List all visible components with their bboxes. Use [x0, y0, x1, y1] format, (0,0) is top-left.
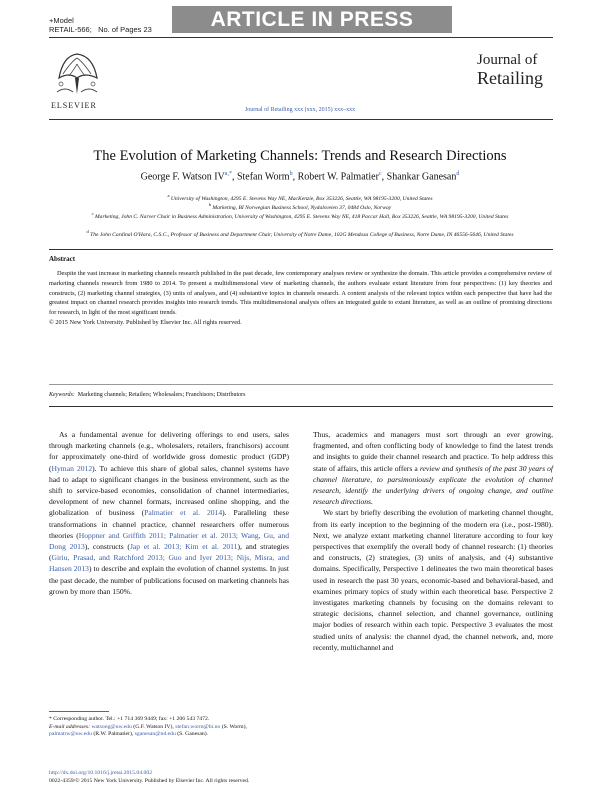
author-name: George F. Watson IV	[140, 171, 225, 183]
affiliation: $^a$ University of Washington, 4295 E. Stevens Way NE, MacKenzie, Box 353226, Seattle, WA 98195-3200, United States	[167, 193, 433, 202]
email-link[interactable]: watsong@uw.edu	[91, 723, 132, 730]
emphasis-text: review and synthesis of the past 30 years of channel literature, to parsimoniously explicate the evolution of channel research, identify the underlying drivers of ongoing change, and outline research directions.	[313, 463, 554, 507]
doi-link[interactable]: http://dx.doi.org/10.1016/j.jretai.2015.04.002	[49, 770, 153, 776]
affiliation: $^d$ The John Cardinal O'Hara, C.S.C., Professor of Business and Department Chair, University of Notre Dame, 102G Mendoza College of Business, Notre Dame, IN 46556-5646, United States	[86, 229, 514, 238]
abstract-body	[49, 269, 552, 328]
citation-link[interactable]: Jap et al. 2013; Kim et al. 2011	[129, 542, 238, 552]
email-addresses: E-mail addresses: watsong@uw.edu (G.F. Watson IV), stefan.worm@bi.no (S. Worm), palmatrw@uw.edu (R.W. Palmatier), sganesan@nd.edu (S. Ganesan).	[49, 723, 247, 738]
article-in-press-banner: ARTICLE IN PRESS	[172, 6, 452, 33]
citation-link[interactable]: Palmatier et al. 2014	[144, 508, 223, 518]
keywords-label: Keywords:	[49, 392, 75, 398]
citation-link[interactable]: Giriu, Prasad, and Ratchford 2013; Guo and Iyer 2013; Nijs, Misra, and Hansen 2013	[49, 553, 289, 574]
author-name: Robert W. Palmatier	[297, 171, 379, 183]
author-name: Stefan Worm	[236, 171, 290, 183]
author-list: George F. Watson $IV^{a,*}$, Stefan Worm$^b$, Robert W. Palmatier$^c$, Shankar Ganesan$^d$	[140, 171, 460, 183]
page-count: No. of Pages 23	[98, 25, 152, 34]
retail-ref: RETAIL-566;	[49, 25, 92, 34]
email-link[interactable]: palmatrw@uw.edu	[49, 731, 92, 738]
footnote-divider	[49, 711, 109, 712]
body-paragraph: Thus, academics and managers must sort through an ever growing, fragmented, and often conflicting body of knowledge to find the latest trends and insights to guide their channel research and practice. To help address this state of affairs, this article offers a review and synthesis of the past 30 years of channel literature, to parsimoniously explicate the evolution of channel research, identify the underlying drivers of ongoing change, and outline research directions.	[313, 430, 554, 507]
header-divider	[49, 37, 553, 38]
abstract-divider	[49, 249, 553, 250]
journal-divider	[49, 119, 553, 120]
footnotes	[49, 716, 289, 739]
header-meta	[49, 16, 152, 34]
doi-block	[49, 769, 349, 785]
publisher-name: ELSEVIER	[51, 101, 97, 110]
journal-logo-line1: Journal of	[477, 52, 538, 68]
body-right-column	[313, 429, 553, 653]
issn-copyright: 0022-4359/© 2015 New York University. Published by Elsevier Inc. All rights reserved.	[49, 778, 250, 784]
email-link[interactable]: sganesan@nd.edu	[134, 731, 176, 738]
author-sup[interactable]: a,*	[224, 171, 232, 177]
journal-logo	[477, 52, 553, 98]
body-divider	[49, 406, 553, 407]
journal-logo-line2: Retailing	[477, 68, 543, 88]
citation-link[interactable]: Hoppner and Griffith 2011; Palmatier et al. 2013; Wang, Gu, and Dong 2013	[49, 530, 289, 552]
keywords	[49, 392, 552, 398]
author-sup[interactable]: b	[289, 171, 293, 177]
keywords-text: Marketing channels; Retailers; Wholesalers; Franchisors; Distributors	[77, 392, 246, 398]
author-sup[interactable]: c	[378, 171, 382, 177]
article-title: The Evolution of Marketing Channels: Trends and Research Directions	[93, 148, 507, 164]
affiliation: $^b$ Marketing, BI Norwegian Business School, Nydalsveien 37, 0484 Oslo, Norway	[208, 202, 392, 211]
body-paragraph: We start by briefly describing the evolution of marketing channel thought, from its early inception to the beginning of the modern era (i.e., post-1980). Next, we analyze extant marketing channel literature according to four key perspectives that exemplify the overall body of channel research: (1) theories and constructs, (2) strategies, (3) units of analysis, and (4) substantive domains. Specifically, Perspective 1 delineates the two main theoretical bases used in research the past 30 years, economic-based and behavioral-based, and examines primary topics of study within each theoretical base. Perspective 2 investigates marketing channels by focusing on the domains relevant to strategic decisions, channel selection, and channel governance, outlining major bodies of research within each topic. Perspective 3 evaluates the most studied units of analysis: the channel dyad, the channel network, and, more recently, multichannel and	[313, 508, 553, 652]
model-label: +Model	[49, 16, 74, 25]
abstract-text: Despite the vast increase in marketing channels research published in the past decade, few contemporary analyses review or synthesize the domain. This article provides a comprehensive review of marketing channels research from 1980 to 2014. To present a multidimensional view of marketing channels, the authors evaluate extant literature from four perspectives: (1) key theories and constructs, (2) marketing channel strategies, (3) units of analyses, and (4) substantive topics in channels research. A content analysis of the relevant topics within each perspective that have had the greatest impact on channel research provides insights into research trends. This multidimensional analysis offers an integrated guide to extant literature, as well as an outline of promising directions for research, in light of the most significant trends.	[49, 270, 552, 317]
abstract-heading: Abstract	[49, 255, 76, 263]
elsevier-tree-logo	[51, 48, 103, 100]
affiliation: $^c$ Marketing, John C. Narver Chair in Business Administration, University of Washington, 4295 E. Stevens Way NE, 418 Paccar Hall, Box 353226, Seattle, WA 98195-3200, United States	[91, 211, 509, 220]
author-name: Shankar Ganesan	[386, 171, 457, 183]
citation-link[interactable]: Hyman 2012	[51, 463, 93, 473]
body-left-column	[49, 429, 289, 597]
keywords-divider	[49, 384, 553, 385]
body-paragraph: As a fundamental avenue for delivering offerings to end users, sales through marketing channels (e.g., wholesalers, retailers, franchisors) account for approximately one-third of worldwide gross domestic product (GDP) (Hyman 2012). To achieve this share of global sales, channel systems have had to adapt to significant changes in the business environment, such as the shift to service-based economies, consolidation of channel intermediaries, development of new channel formats, increased online shopping, and the globalization of business (Palmatier et al. 2014). Paralleling these transformations in channel practice, channel researchers offer numerous theories (Hoppner and Griffith 2011; Palmatier et al. 2013; Wang, Gu, and Dong 2013), constructs (Jap et al. 2013; Kim et al. 2011), and strategies (Giriu, Prasad, and Ratchford 2013; Guo and Iyer 2013; Nijs, Misra, and Hansen 2013) to describe and explain the evolution of channel systems. In just the past decade, the number of publications focused on marketing channels has grown by more than 150%.	[49, 430, 290, 596]
journal-citation[interactable]: Journal of Retailing xxx (xxx, 2015) xxx–xxx	[244, 107, 356, 113]
email-link[interactable]: stefan.worm@bi.no	[175, 723, 221, 730]
abstract-copyright: © 2015 New York University. Published by Elsevier Inc. All rights reserved.	[49, 318, 242, 326]
author-sup[interactable]: d	[456, 171, 460, 177]
corresponding-author-note: * Corresponding author. Tel.: +1 714 369 9449; fax: +1 206 543 7472.	[49, 716, 210, 722]
